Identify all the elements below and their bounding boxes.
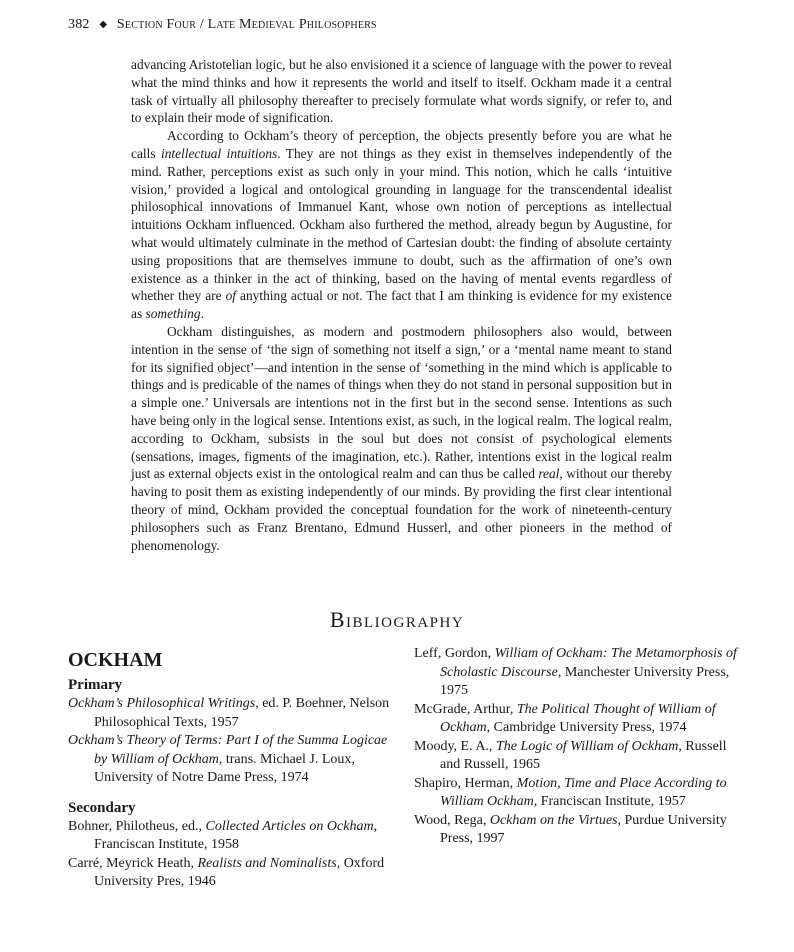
body-text [131,56,672,554]
bibliography-entry [414,775,744,812]
chapter-label: Late Medieval Philosophers [207,17,377,32]
entry-author: Shapiro, Herman, [414,775,517,791]
entry-author: Moody, E. A., [414,738,496,754]
right-list [414,645,744,849]
entry-publication: , Franciscan Institute, 1957 [533,794,686,809]
entry-publication: , Oxford University Pres, 1946 [94,855,385,889]
entry-publication: , Russell and Russell, 1965 [440,738,727,772]
section-label: Section Four [116,17,197,32]
bibliography-entry [414,645,744,701]
bibliography-entry [414,812,744,849]
entry-title: Ockham’s Theory of Terms: Part I of the Summa Logicae by William of Ockham [68,733,388,767]
entry-author: McGrade, Arthur, [414,701,517,717]
text-run: Ockham distinguishes, as modern and postmodern philosophers also would, between intention in the sense of ‘the sign of something not itself a sign,’ or a ‘mental name meant to stand for its signified object’—and intention in the sense of ‘something in the mind which is applicable to things and is predicable of the names of things when they do not stand in personal supposition but in a simple one.’ Universals are intentions not in the first but in the second sense. Intentions as such have being only in the logical sense. Intentions exist, as such, in the logical realm. The logical realm, according to Ockham, subsists in the soul but does not consist of psychological elements (sensations, images, figments of the imagination, etc.). Rather, intentions exist in the logical realm just as external objects exist in the ontological realm and can thus be called [131,323,672,482]
entry-title: Collected Articles on Ockham [205,818,374,834]
emphasis: of [225,288,237,304]
primary-heading: Primary [68,677,123,693]
bibliography-entry [414,701,744,738]
text-run: . They are not things as they exist in themselves independently of the mind. Rather, perceptions exist as such only in your mind. This notion, which he calls ‘intuitive vision,’ provided a logical and ontological grounding in language for the transcendental idealist philosophical innovations of Immanuel Kant, whose own notion of perceptions as intellectual intuitions Ockham influenced. Ockham also furthered the method, already begun by Augustine, for what would ultimately culminate in the method of Cartesian doubt: the finding of absolute certainty using propositions that are themselves immune to doubt, such as the affirmation of one’s own existence as a thinker in the act of thinking, based on the having of mental events regardless of whether they are [131,145,672,304]
entry-publication: , Purdue University Press, 1997 [440,812,727,846]
entry-title: Realists and Nominalists [197,855,337,871]
bibliography-entry [68,695,398,732]
secondary-heading: Secondary [68,799,136,816]
paragraph-3 [131,323,672,554]
entry-author: Wood, Rega, [414,812,490,828]
entry-publication: , Manchester University Press, 1975 [440,664,730,698]
bibliography-entry [68,732,398,788]
entry-title: Ockham on the Virtues [489,812,618,828]
text-run: According to Ockham’s theory of perception, the objects presently before you are what he calls [131,128,672,161]
text-run: anything actual or not. The fact that I am thinking is evidence for my existence as [131,288,672,322]
paragraph-2 [131,127,672,323]
entry-publication: , Cambridge University Press, 1974 [486,720,687,735]
bibliography-right-column [414,645,744,849]
entry-title: The Logic of William of Ockham [495,738,679,754]
entry-title: The Political Thought of William of Ockham [440,701,716,735]
entry-author: Leff, Gordon, [414,646,495,661]
author-heading: OCKHAM [68,649,163,671]
text-run: . [200,306,204,322]
entry-publication: , Franciscan Institute, 1958 [94,818,378,852]
bibliography-entry [68,855,398,892]
bibliography-left-column [68,648,398,892]
entry-author: Carré, Meyrick Heath, [68,855,198,871]
emphasis: something [145,306,201,322]
bibliography-entry [414,738,744,775]
page-number: 382 [68,17,90,32]
paragraph-1: advancing Aristotelian logic, but he also envisioned it a science of language with the power to reveal what the mind thinks and how it represents the world and itself to itself. Ockham made it a central task of virtually all philosophy thereafter to precisely formulate what words signify, or refer to, and to explain their mode of signification. [131,57,672,126]
emphasis: intellectual intuitions [160,145,278,161]
text-run: , without our thereby having to posit them as existing independently of our minds. By providing the first clear intentional theory of mind, Ockham provided the conceptual foundation for the work of nineteenth-century philosophers such as Franz Brentano, Edmund Husserl, and other pioneers in the method of phenomenology. [131,466,672,553]
primary-list [68,695,398,788]
emphasis: real [538,466,560,482]
diamond-separator-icon: ◆ [99,19,108,30]
bibliography-title: Bibliography [329,607,465,632]
entry-publication: , ed. P. Boehner, Nelson Philosophical Texts, 1957 [94,696,390,730]
entry-publication: , trans. Michael J. Loux, University of Notre Dame Press, 1974 [94,751,355,785]
header-slash: / [199,17,204,32]
entry-author: Bohner, Philotheus, ed., [68,818,206,834]
entry-title: Motion, Time and Place According to William Ockham [440,775,727,809]
running-header [68,17,377,33]
secondary-list [68,818,398,892]
entry-title: William of Ockham: The Metamorphosis of Scholastic Discourse [440,646,737,680]
bibliography-entry [68,818,398,855]
entry-title: Ockham’s Philosophical Writings [68,696,256,711]
